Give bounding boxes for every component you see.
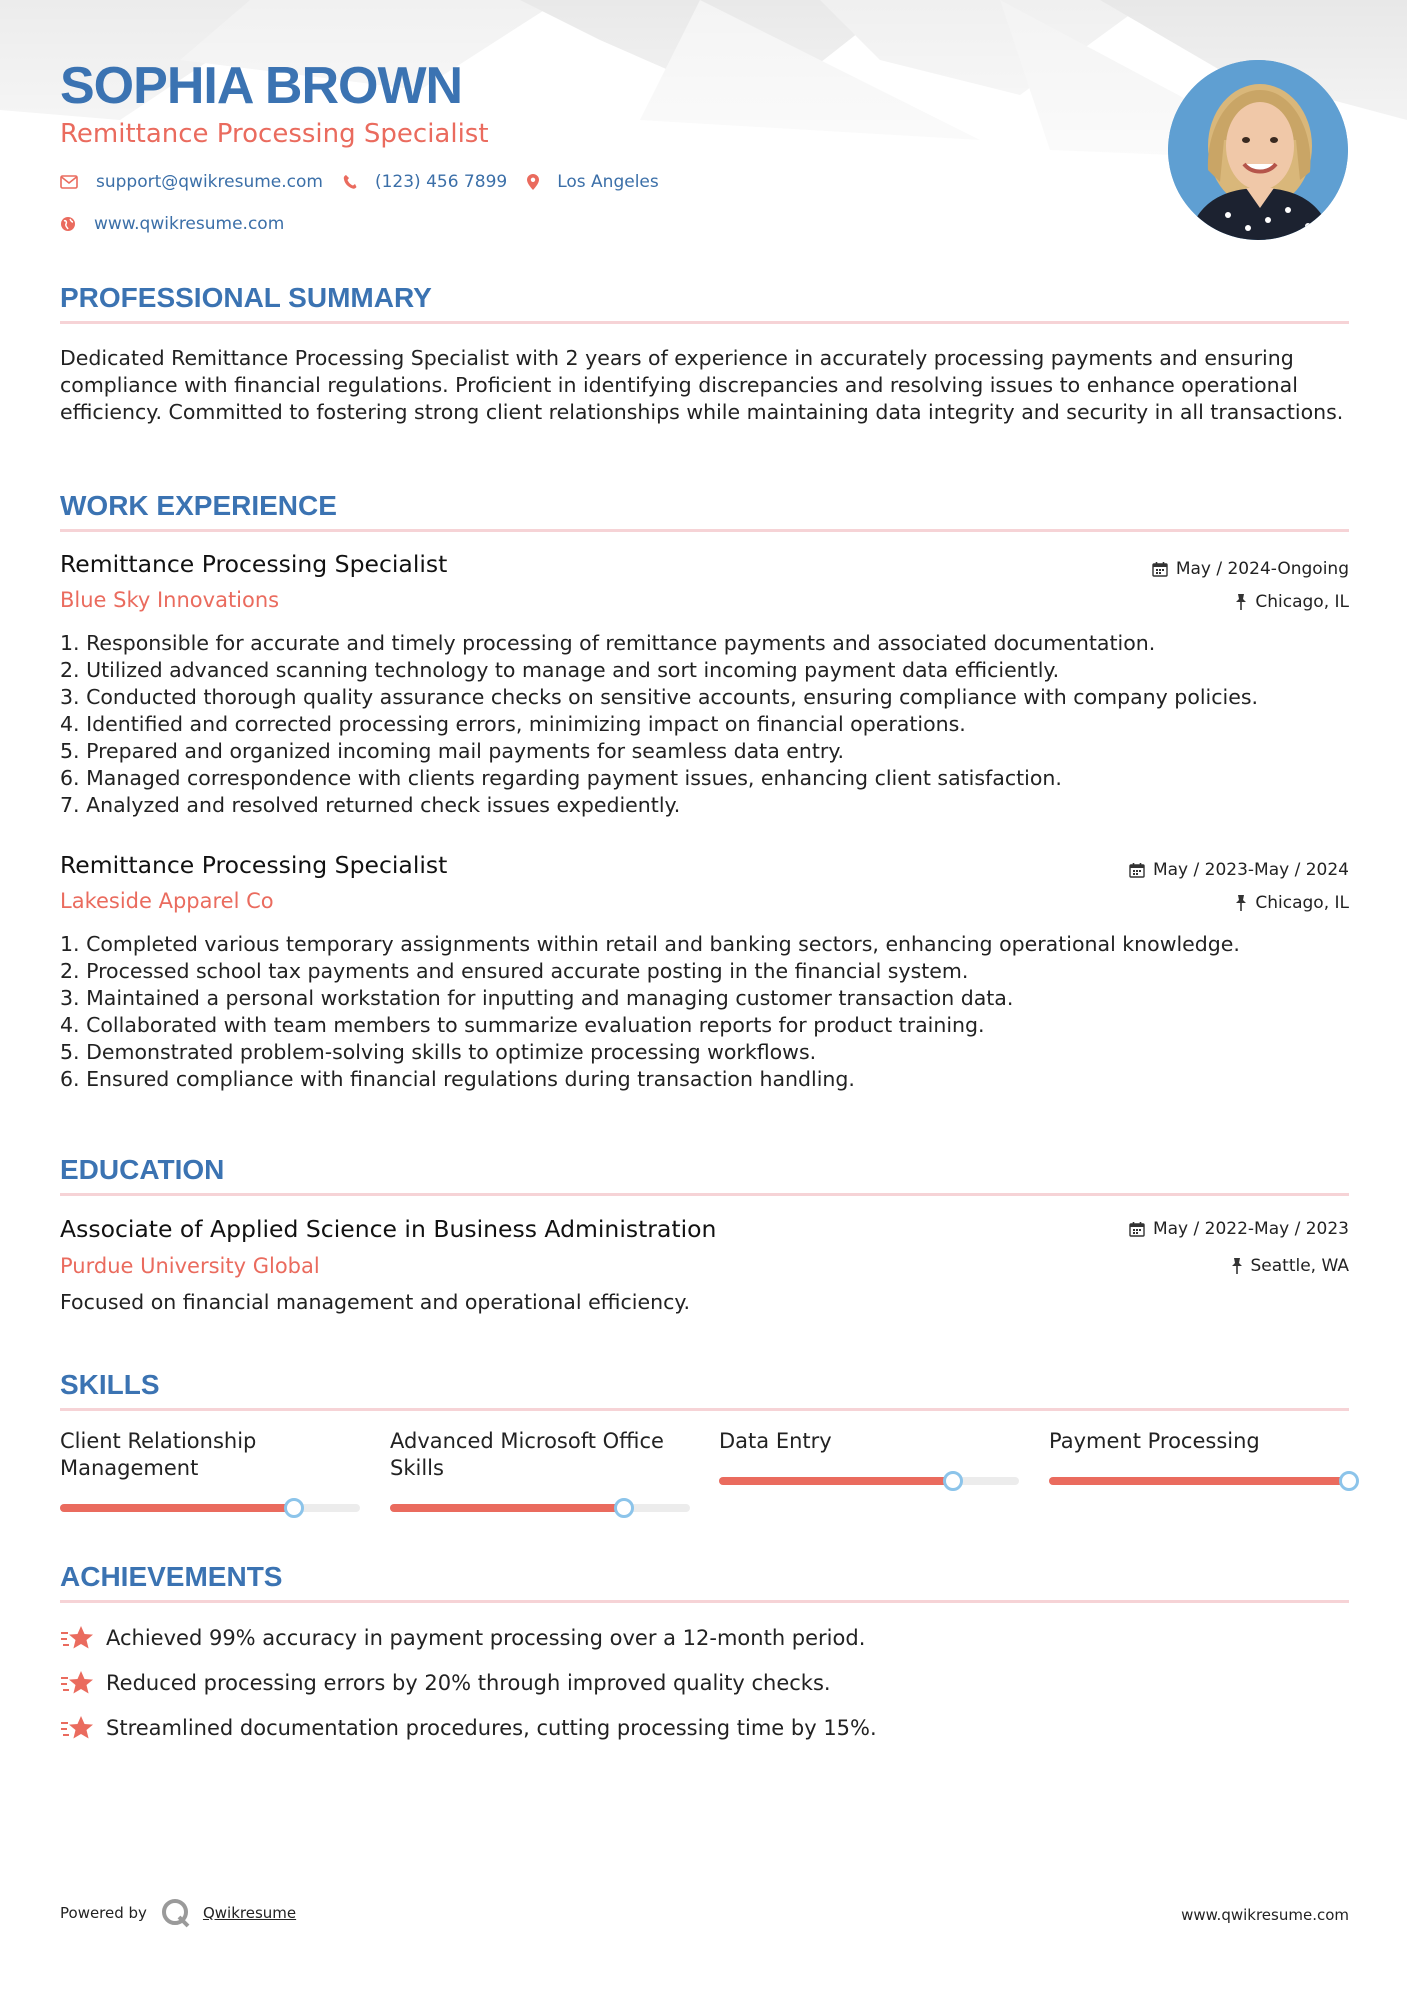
- company-name: Blue Sky Innovations: [60, 588, 280, 612]
- job-location-text: Chicago, IL: [1255, 592, 1349, 612]
- qwikresume-logo-icon: [161, 1898, 191, 1928]
- job-location: [1235, 592, 1349, 612]
- company-name: Lakeside Apparel Co: [60, 889, 274, 913]
- education-location-text: Seattle, WA: [1250, 1256, 1349, 1276]
- summary-text: Dedicated Remittance Processing Specialist with 2 years of experience in accurately processing payments and ensuring compliance with financial regulations. Proficient in identifying discrepancies and resolving issues to enhance operational efficiency. Committed to fostering strong client relationships while maintaining data integrity and security in all transactions.: [60, 346, 1344, 424]
- skill-name: Payment Processing: [1049, 1429, 1260, 1453]
- job-location-text: Chicago, IL: [1255, 893, 1349, 913]
- qwikresume-link[interactable]: Qwikresume: [202, 1904, 297, 1922]
- job-dates-text: May / 2023-May / 2024: [1152, 860, 1349, 880]
- list-item: 4. Collaborated with team members to summarize evaluation reports for product training.: [60, 1013, 985, 1037]
- pushpin-icon: [1235, 895, 1247, 911]
- job-dates: [1152, 559, 1349, 579]
- skills-heading: SKILLS: [60, 1369, 160, 1400]
- job-bullets: [60, 931, 1349, 1093]
- degree-title: Associate of Applied Science in Business Administration: [60, 1215, 717, 1243]
- skill-bar-knob: [614, 1498, 634, 1518]
- list-item: 1. Completed various temporary assignments within retail and banking sectors, enhancing operational knowledge.: [60, 932, 1240, 956]
- skill-name: Data Entry: [719, 1429, 832, 1453]
- achievement-item: [60, 1714, 877, 1742]
- list-item: 1. Responsible for accurate and timely processing of remittance payments and associated documentation.: [60, 631, 1156, 655]
- star-icon: [60, 1669, 94, 1697]
- skill-bar: [1049, 1477, 1349, 1485]
- calendar-icon: [1129, 1221, 1145, 1237]
- phone-number[interactable]: (123) 456 7899: [374, 172, 508, 192]
- list-item: 2. Utilized advanced scanning technology to manage and sort incoming payment data efficiently.: [60, 658, 1060, 682]
- skill-bar: [719, 1477, 1019, 1485]
- website-link[interactable]: www.qwikresume.com: [94, 214, 285, 234]
- section-divider: [60, 321, 1349, 324]
- skill-bar-fill: [1049, 1477, 1349, 1485]
- footer-website-link[interactable]: www.qwikresume.com: [1181, 1906, 1349, 1924]
- phone-icon: [343, 174, 357, 190]
- skill-item: [60, 1428, 360, 1482]
- job-title: Remittance Processing Specialist: [60, 550, 448, 578]
- list-item: 7. Analyzed and resolved returned check issues expediently.: [60, 793, 681, 817]
- candidate-title: Remittance Processing Specialist: [60, 119, 489, 149]
- achievement-text: Streamlined documentation procedures, cutting processing time by 15%.: [106, 1716, 877, 1740]
- list-item: 5. Demonstrated problem-solving skills to optimize processing workflows.: [60, 1040, 817, 1064]
- pushpin-icon: [1231, 1258, 1243, 1274]
- star-icon: [60, 1624, 94, 1652]
- map-pin-icon: [527, 174, 539, 190]
- section-divider: [60, 1600, 1349, 1603]
- skill-item: [719, 1428, 1019, 1455]
- skill-bar-knob: [943, 1471, 963, 1491]
- pushpin-icon: [1235, 594, 1247, 610]
- email-link[interactable]: support@qwikresume.com: [96, 172, 323, 192]
- job-bullets: [60, 630, 1349, 819]
- envelope-icon: [60, 175, 78, 189]
- achievement-item: [60, 1624, 865, 1652]
- experience-heading: WORK EXPERIENCE: [60, 490, 337, 521]
- skill-bar-fill: [390, 1504, 624, 1512]
- footer-powered-by: [60, 1898, 296, 1928]
- star-icon: [60, 1714, 94, 1742]
- list-item: 3. Maintained a personal workstation for inputting and managing customer transaction data.: [60, 986, 1014, 1010]
- skill-name: Advanced Microsoft Office Skills: [390, 1429, 664, 1480]
- calendar-icon: [1129, 862, 1145, 878]
- skill-bar: [60, 1504, 360, 1512]
- profile-photo: [1168, 60, 1348, 240]
- achievements-heading: ACHIEVEMENTS: [60, 1561, 283, 1592]
- skill-item: [1049, 1428, 1349, 1455]
- skill-bar-fill: [60, 1504, 294, 1512]
- achievement-text: Reduced processing errors by 20% through improved quality checks.: [106, 1671, 831, 1695]
- summary-heading: PROFESSIONAL SUMMARY: [60, 282, 432, 313]
- skill-bar-fill: [719, 1477, 953, 1485]
- contact-row: [60, 172, 679, 192]
- education-heading: EDUCATION: [60, 1154, 225, 1185]
- location-text: Los Angeles: [557, 172, 659, 192]
- skill-bar-knob: [1339, 1471, 1359, 1491]
- list-item: 4. Identified and corrected processing errors, minimizing impact on financial operations.: [60, 712, 966, 736]
- job-location: [1235, 893, 1349, 913]
- achievement-item: [60, 1669, 831, 1697]
- skill-bar-knob: [284, 1498, 304, 1518]
- section-divider: [60, 1193, 1349, 1196]
- list-item: 2. Processed school tax payments and ensured accurate posting in the financial system.: [60, 959, 969, 983]
- candidate-name: SOPHIA BROWN: [60, 57, 463, 115]
- education-description: Focused on financial management and operational efficiency.: [60, 1290, 691, 1314]
- job-dates-text: May / 2024-Ongoing: [1175, 559, 1349, 579]
- school-name: Purdue University Global: [60, 1254, 320, 1278]
- powered-by-label: Powered by: [60, 1904, 147, 1922]
- website-row: [60, 214, 304, 234]
- section-divider: [60, 529, 1349, 532]
- achievement-text: Achieved 99% accuracy in payment processing over a 12-month period.: [106, 1626, 866, 1650]
- education-location: [1231, 1256, 1350, 1276]
- education-dates-text: May / 2022-May / 2023: [1152, 1219, 1349, 1239]
- list-item: 5. Prepared and organized incoming mail payments for seamless data entry.: [60, 739, 845, 763]
- skill-bar: [390, 1504, 690, 1512]
- globe-icon: [60, 216, 76, 232]
- list-item: 3. Conducted thorough quality assurance checks on sensitive accounts, ensuring compliance with company policies.: [60, 685, 1259, 709]
- education-dates: [1129, 1219, 1349, 1239]
- section-divider: [60, 1408, 1349, 1411]
- calendar-icon: [1152, 561, 1168, 577]
- skill-item: [390, 1428, 690, 1482]
- skill-name: Client Relationship Management: [60, 1429, 257, 1480]
- list-item: 6. Ensured compliance with financial regulations during transaction handling.: [60, 1067, 855, 1091]
- list-item: 6. Managed correspondence with clients regarding payment issues, enhancing client satisfaction.: [60, 766, 1062, 790]
- job-title: Remittance Processing Specialist: [60, 851, 448, 879]
- job-dates: [1129, 860, 1349, 880]
